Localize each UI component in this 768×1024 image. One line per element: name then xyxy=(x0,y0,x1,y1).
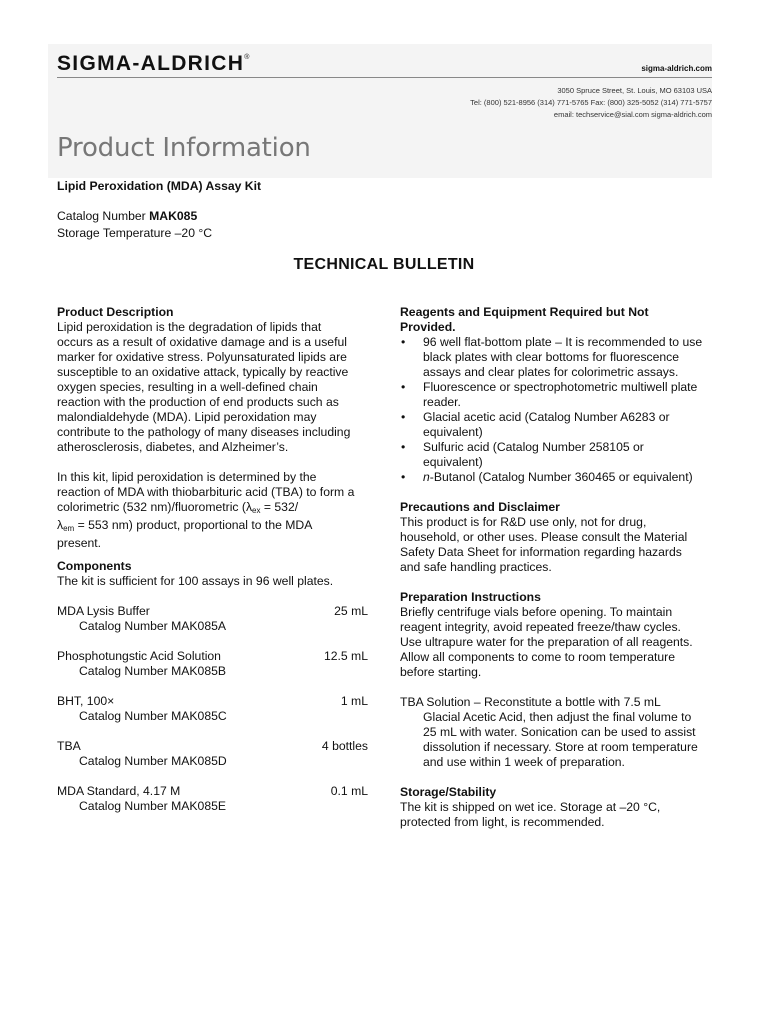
bullet-icon: • xyxy=(401,380,406,394)
preparation-text: Briefly centrifuge vials before opening. To maintain reagent integrity, avoid repeated freeze/thaw cycles. Use ultrapure water for the preparation of all reagents. Allow all components to come to room temperature before starting. xyxy=(400,605,693,679)
component-name: Phosphotungstic Acid Solution xyxy=(57,649,221,663)
tba-solution-line: and use within 1 week of preparation. xyxy=(423,755,625,769)
product-description-paragraph-2 xyxy=(57,470,377,551)
component-amount: 12.5 mL xyxy=(323,649,368,663)
component-catalog: Catalog Number MAK085C xyxy=(79,709,227,723)
catalog-line xyxy=(57,209,197,224)
product-name: Lipid Peroxidation (MDA) Assay Kit xyxy=(57,179,262,193)
left-column xyxy=(57,305,377,551)
right-column xyxy=(400,305,730,830)
preparation-heading: Preparation Instructions xyxy=(400,590,541,604)
tba-solution-line: 25 mL with water. Sonication can be used to assist xyxy=(423,725,696,739)
components-heading: Components xyxy=(57,559,132,573)
desc-p2-part-a: In this kit, lipid peroxidation is determined by the reaction of MDA with thiobarbituric acid (TBA) to form a colorimetric (532 nm)/fluorometric ( xyxy=(57,470,355,514)
reagents-heading: Reagents and Equipment Required but Not Provided. xyxy=(400,305,649,334)
tba-solution-line: TBA Solution – Reconstitute a bottle with 7.5 mL xyxy=(400,695,661,709)
product-description-paragraph-1: Lipid peroxidation is the degradation of lipids that occurs as a result of oxidative damage and is a useful marker for oxidative stress. Polyunsaturated lipids are susceptible to an oxidative attack, typically by reactive oxygen species, resulting in a well-defined chain reaction with the production of end products such as malondialdehyde (MDA). Lipid peroxidation may contribute to the pathology of many diseases including atherosclerosis, diabetes, and Alzheimer’s. xyxy=(57,320,351,454)
reagents-list xyxy=(400,335,730,485)
reagent-text: -Butanol (Catalog Number 360465 or equivalent) xyxy=(429,470,693,484)
component-name: BHT, 100× xyxy=(57,694,115,708)
component-name: TBA xyxy=(57,739,81,753)
component-amount: 4 bottles xyxy=(321,739,368,753)
tba-solution-text xyxy=(400,695,730,770)
logo-registered-mark: ® xyxy=(244,54,250,61)
storage-temperature: Storage Temperature –20 °C xyxy=(57,226,213,240)
list-item xyxy=(400,380,730,410)
list-item xyxy=(400,335,730,380)
reagent-text: Sulfuric acid (Catalog Number 258105 or equivalent) xyxy=(423,440,644,469)
component-amount: 25 mL xyxy=(334,604,368,618)
component-name: MDA Lysis Buffer xyxy=(57,604,150,618)
address-line-3: email: techservice@sial.com sigma-aldrich.com xyxy=(553,110,712,119)
desc-p2-part-b: = 532/ xyxy=(260,500,299,514)
list-item xyxy=(400,440,730,470)
component-catalog: Catalog Number MAK085D xyxy=(79,754,227,768)
em-subscript: em xyxy=(63,524,75,533)
address-line-1: 3050 Spruce Street, St. Louis, MO 63103 USA xyxy=(557,86,712,95)
storage-stability-text: The kit is shipped on wet ice. Storage at –20 °C, protected from light, is recommended. xyxy=(400,800,661,829)
component-name: MDA Standard, 4.17 M xyxy=(57,784,181,798)
precautions-heading: Precautions and Disclaimer xyxy=(400,500,560,514)
address-line-2: Tel: (800) 521-8956 (314) 771-5765 Fax: (800) 325-5052 (314) 771-5757 xyxy=(470,98,712,107)
reagent-text: Glacial acetic acid (Catalog Number A6283 or equivalent) xyxy=(423,410,670,439)
butanol-italic-prefix: n xyxy=(423,470,430,484)
bullet-icon: • xyxy=(401,470,406,484)
website-link[interactable]: sigma-aldrich.com xyxy=(641,64,712,73)
technical-bulletin-heading: TECHNICAL BULLETIN xyxy=(293,256,475,273)
header-rule xyxy=(57,77,712,78)
product-description-heading: Product Description xyxy=(57,305,174,319)
page-title: Product Information xyxy=(57,133,311,163)
components-intro: The kit is sufficient for 100 assays in 96 well plates. xyxy=(57,574,334,588)
logo-text: SIGMA-ALDRICH xyxy=(57,52,245,75)
component-amount: 0.1 mL xyxy=(330,784,368,798)
ex-subscript: ex xyxy=(252,506,261,515)
tba-solution-line: dissolution if necessary. Store at room temperature xyxy=(423,740,698,754)
reagent-text: Fluorescence or spectrophotometric multiwell plate reader. xyxy=(423,380,698,409)
bullet-icon: • xyxy=(401,440,406,454)
catalog-label: Catalog Number xyxy=(57,209,150,223)
storage-stability-heading: Storage/Stability xyxy=(400,785,497,799)
sigma-aldrich-logo xyxy=(57,52,249,76)
tba-solution-line: Glacial Acetic Acid, then adjust the final volume to xyxy=(423,710,692,724)
catalog-number: MAK085 xyxy=(149,209,198,223)
component-amount: 1 mL xyxy=(340,694,368,708)
list-item xyxy=(400,470,730,485)
precautions-text: This product is for R&D use only, not for drug, household, or other uses. Please consult the Material Safety Data Sheet for information regarding hazards and safe handling practices. xyxy=(400,515,688,574)
component-catalog: Catalog Number MAK085E xyxy=(79,799,226,813)
bullet-icon: • xyxy=(401,335,406,349)
component-catalog: Catalog Number MAK085A xyxy=(79,619,226,633)
reagent-text: 96 well flat-bottom plate – It is recommended to use black plates with clear bottoms for fluorescence assays and clear plates for colorimetric assays. xyxy=(423,335,703,379)
list-item xyxy=(400,410,730,440)
bullet-icon: • xyxy=(401,410,406,424)
component-catalog: Catalog Number MAK085B xyxy=(79,664,226,678)
lambda-symbol-em: λ xyxy=(57,518,64,532)
lambda-symbol-ex: λ xyxy=(245,500,253,514)
desc-p2-part-c: = 553 nm) product, proportional to the MDA present. xyxy=(57,518,313,550)
